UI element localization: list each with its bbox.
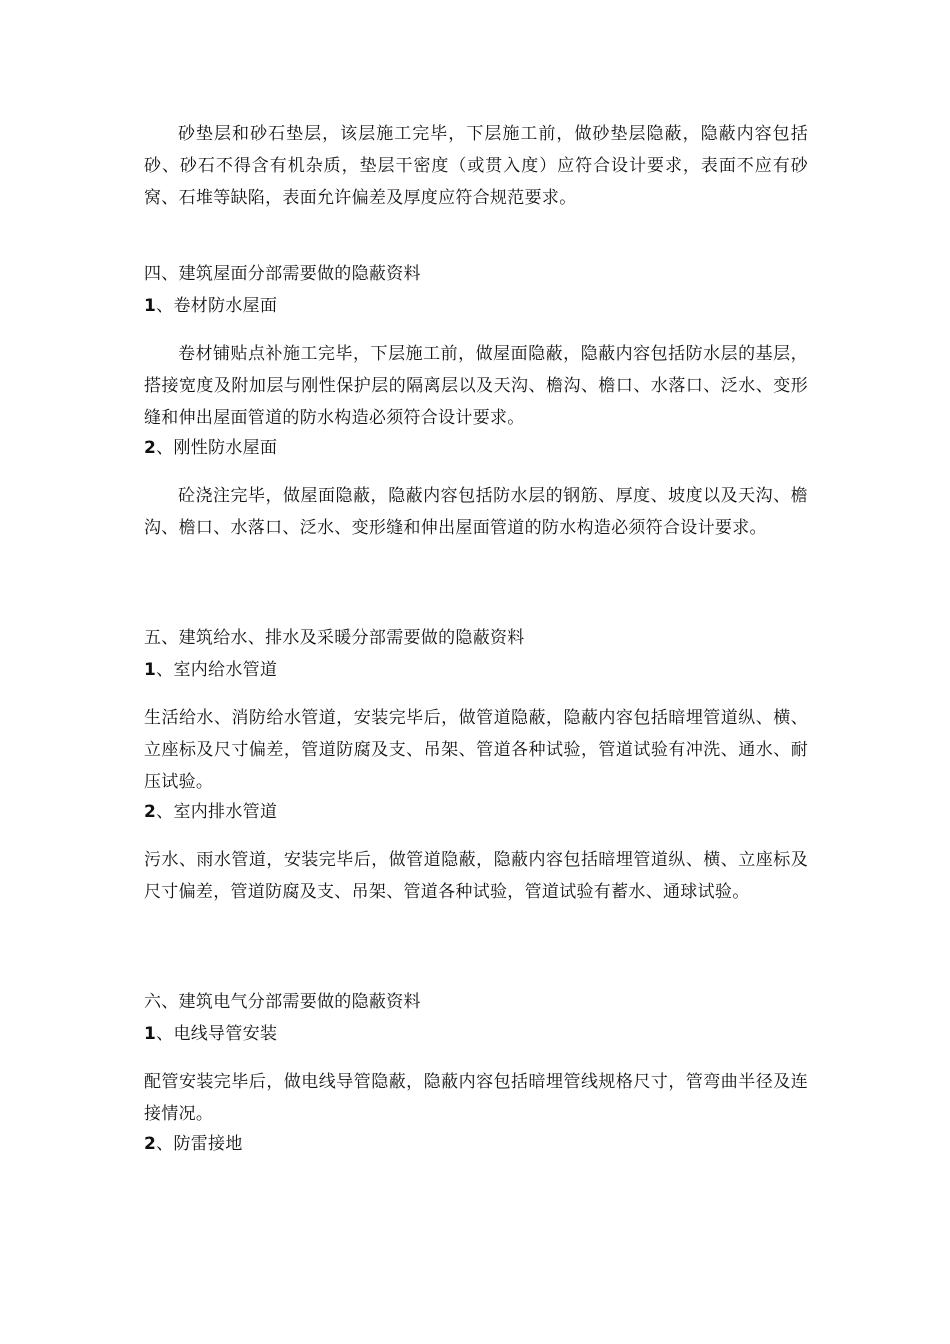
section-heading-roofing: 四、建筑屋面分部需要做的隐蔽资料	[144, 264, 421, 284]
item-title: 、卷材防水屋面	[156, 296, 278, 316]
section-heading-plumbing: 五、建筑给水、排水及采暖分部需要做的隐蔽资料	[144, 628, 525, 648]
item-title: 、防雷接地	[156, 1134, 243, 1154]
paragraph-membrane-roof: 卷材铺贴点补施工完毕，下层施工前，做屋面隐蔽，隐蔽内容包括防水层的基层，搭接宽度及附加层与刚性保护层的隔离层以及天沟、檐沟、檐口、水落口、泛水、变形缝和伸出屋面管道的防水构造必须符合设计要求。	[144, 344, 808, 428]
item-number: 2	[144, 438, 157, 458]
paragraph-water-supply: 生活给水、消防给水管道，安装完毕后，做管道隐蔽，隐蔽内容包括暗埋管道纵、横、立座标及尺寸偏差，管道防腐及支、吊架、管道各种试验，管道试验有冲洗、通水、耐压试验。	[144, 708, 808, 792]
item-number: 2	[144, 1134, 157, 1154]
item-title: 、室内给水管道	[156, 660, 278, 680]
item-number: 1	[144, 1024, 157, 1044]
subheading-membrane-roof	[144, 290, 808, 322]
item-title: 、电线导管安装	[156, 1024, 278, 1044]
subheading-rigid-roof	[144, 432, 808, 464]
item-title: 、刚性防水屋面	[156, 438, 278, 458]
item-number: 1	[144, 296, 157, 316]
section-heading-electrical: 六、建筑电气分部需要做的隐蔽资料	[144, 992, 421, 1012]
paragraph-sand-cushion: 砂垫层和砂石垫层，该层施工完毕，下层施工前，做砂垫层隐蔽，隐蔽内容包括砂、砂石不得含有机杂质，垫层干密度（或贯入度）应符合设计要求，表面不应有砂窝、石堆等缺陷，表面允许偏差及厚度应符合规范要求。	[144, 124, 808, 208]
item-title: 、室内排水管道	[156, 802, 278, 822]
subheading-lightning-grounding	[144, 1128, 808, 1160]
paragraph-rigid-roof: 砼浇注完毕，做屋面隐蔽，隐蔽内容包括防水层的钢筋、厚度、坡度以及天沟、檐沟、檐口、水落口、泛水、变形缝和伸出屋面管道的防水构造必须符合设计要求。	[144, 486, 808, 538]
subheading-drainage	[144, 796, 808, 828]
paragraph-drainage: 污水、雨水管道，安装完毕后，做管道隐蔽，隐蔽内容包括暗埋管道纵、横、立座标及尺寸偏差，管道防腐及支、吊架、管道各种试验，管道试验有蓄水、通球试验。	[144, 850, 808, 902]
subheading-conduit	[144, 1018, 808, 1050]
item-number: 2	[144, 802, 157, 822]
paragraph-conduit: 配管安装完毕后，做电线导管隐蔽，隐蔽内容包括暗埋管线规格尺寸，管弯曲半径及连接情况。	[144, 1072, 808, 1124]
item-number: 1	[144, 660, 157, 680]
subheading-water-supply	[144, 654, 808, 686]
